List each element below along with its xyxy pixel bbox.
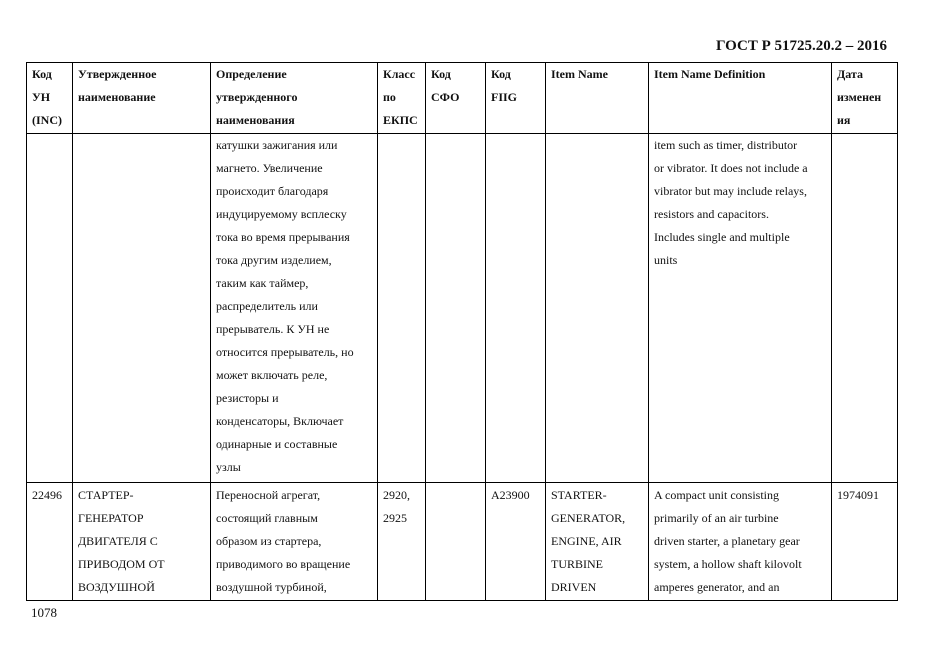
header-sfo: Код СФО: [426, 63, 486, 134]
table-row: [27, 134, 898, 483]
cell-class: [378, 134, 426, 483]
document-code: ГОСТ Р 51725.20.2 – 2016: [715, 38, 887, 54]
header-item-name: Item Name: [546, 63, 649, 134]
header-item-name-definition: Item Name Definition: [649, 63, 832, 134]
header-class: Класс по ЕКПС: [378, 63, 426, 134]
cell-fiig: [486, 134, 546, 483]
cell-definition-en: A compact unit consisting primarily of an air turbine driven starter, a planetary gear system, a hollow shaft kilovolt amperes generator, and an: [649, 483, 832, 601]
item-names-table: [26, 62, 898, 601]
page-number: 1078: [31, 605, 57, 620]
cell-item-name: STARTER- GENERATOR, ENGINE, AIR TURBINE DRIVEN: [546, 483, 649, 601]
cell-inc: [27, 134, 73, 483]
cell-definition-ru: Переносной агрегат, состоящий главным образом из стартера, приводимого во вращение воздушной турбиной,: [211, 483, 378, 601]
cell-fiig: A23900: [486, 483, 546, 601]
header-change-date: Дата изменен ия: [832, 63, 898, 134]
cell-inc: 22496: [27, 483, 73, 601]
table-header-row: [27, 63, 898, 134]
cell-approved-name: [73, 134, 211, 483]
header-inc: Код УН (INC): [27, 63, 73, 134]
cell-definition-ru: катушки зажигания или магнето. Увеличение происходит благодаря индуцируемому всплеску тока во время прерывания тока другим изделием, таким как таймер, распределитель или прерыватель. К УН не относится прерыватель, но может включать реле, резисторы и конденсаторы, Включает одинарные и составные узлы: [211, 134, 378, 483]
cell-approved-name: СТАРТЕР- ГЕНЕРАТОР ДВИГАТЕЛЯ С ПРИВОДОМ ОТ ВОЗДУШНОЙ: [73, 483, 211, 601]
header-definition: Определение утвержденного наименования: [211, 63, 378, 134]
cell-sfo: [426, 134, 486, 483]
table-row: [27, 483, 898, 601]
cell-item-name: [546, 134, 649, 483]
header-fiig: Код FIIG: [486, 63, 546, 134]
cell-sfo: [426, 483, 486, 601]
cell-class: 2920, 2925: [378, 483, 426, 601]
cell-definition-en: item such as timer, distributor or vibrator. It does not include a vibrator but may include relays, resistors and capacitors. Includes single and multiple units: [649, 134, 832, 483]
header-approved-name: Утвержденное наименование: [73, 63, 211, 134]
cell-change-date: 1974091: [832, 483, 898, 601]
cell-change-date: [832, 134, 898, 483]
